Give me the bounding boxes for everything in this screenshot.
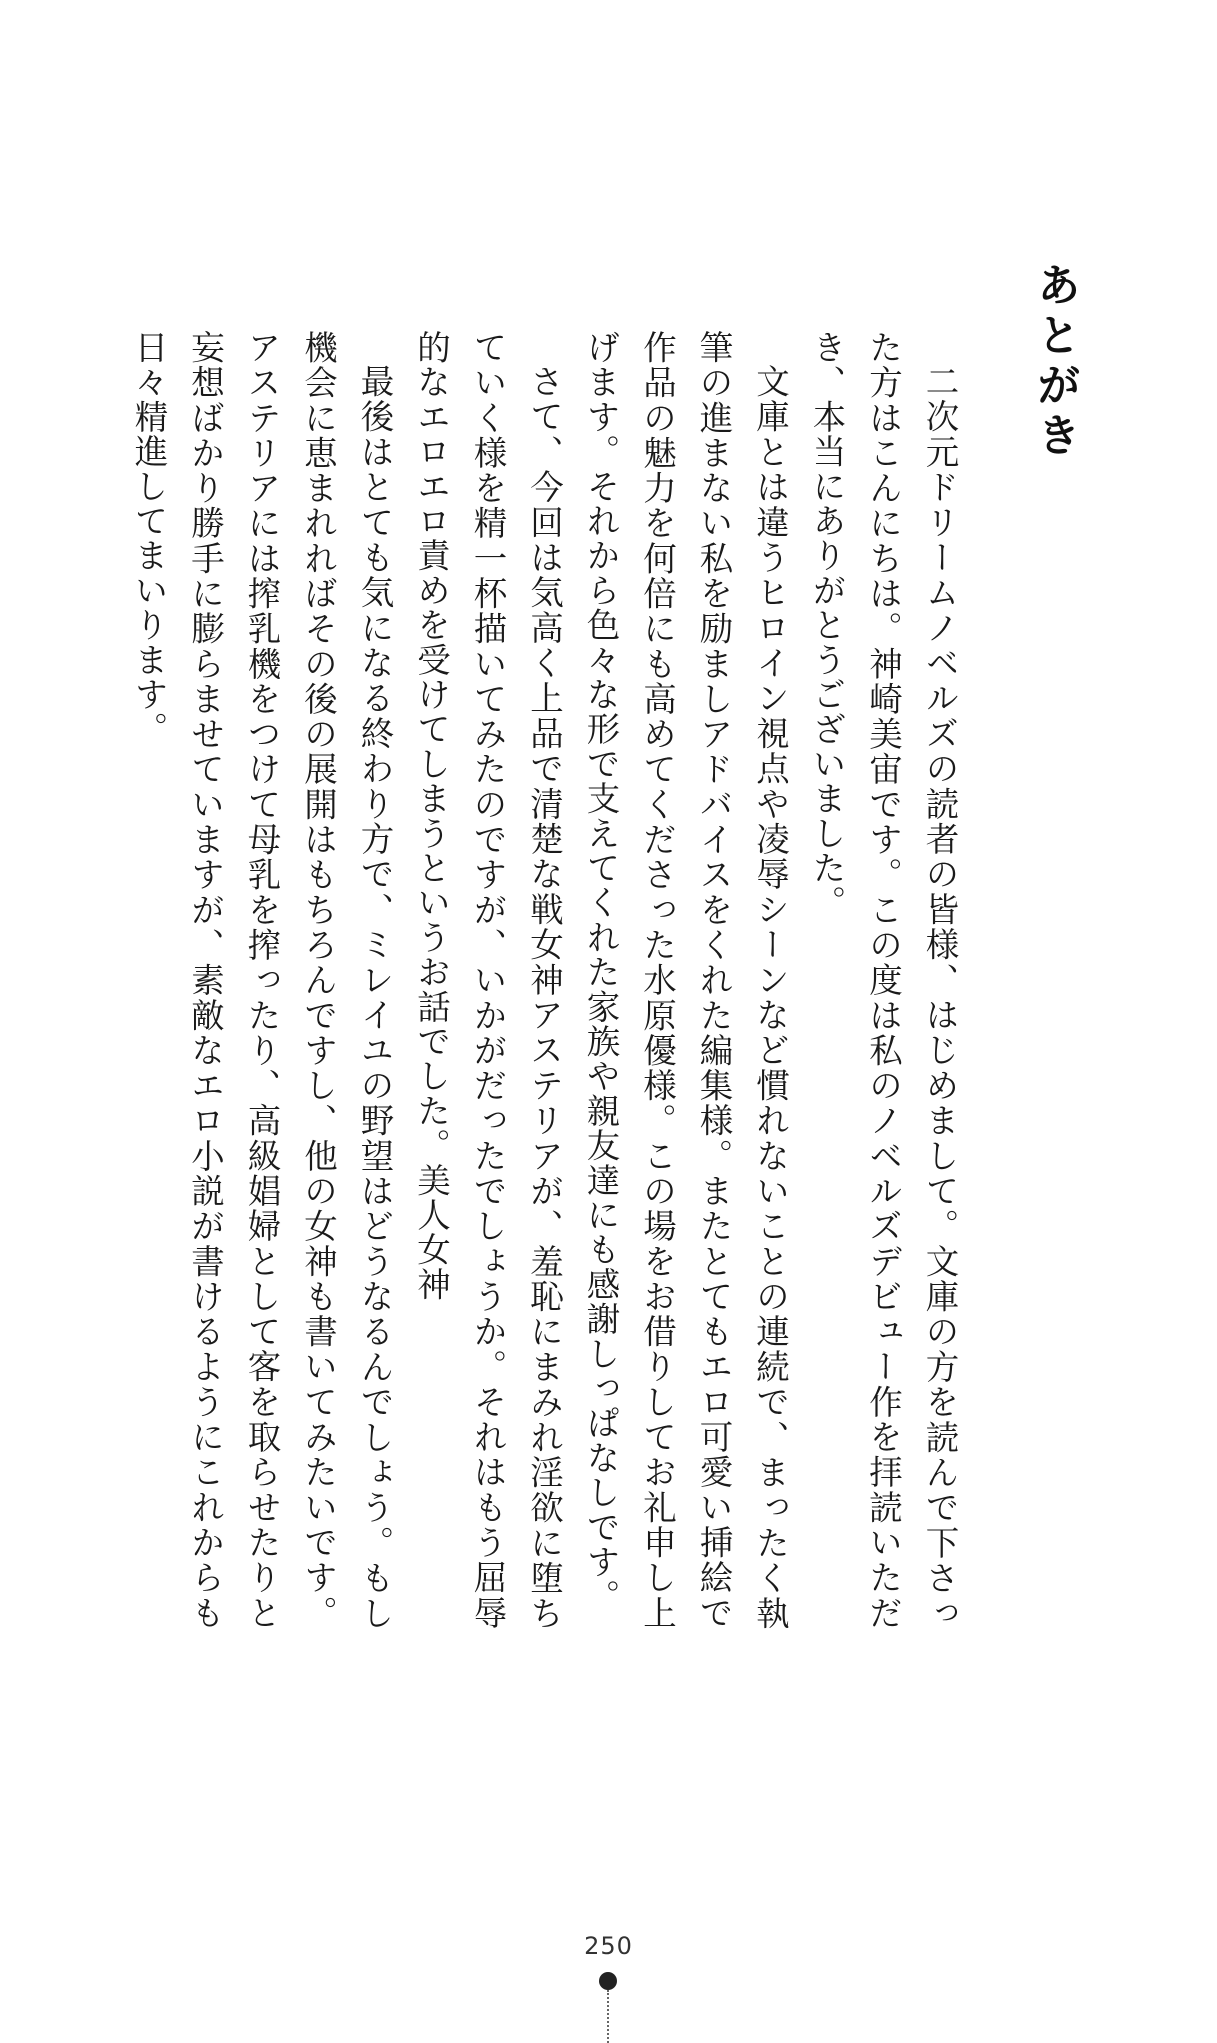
folio-dotted-line bbox=[607, 1990, 609, 2043]
paragraph-closing: 最後はとても気になる終わり方で、ミレイユの野望はどうなるんでしょう。もし機会に恵まれればその後の展開はもちろんですし、他の女神も書いてみたいです。アステリアには搾乳機をつけて母乳を搾ったり、高級娼婦として客を取らせたりと妄想ばかり勝手に膨らませていますが、素敵なエロ小説が書けるようにこれからも日々精進してまいります。 bbox=[129, 330, 394, 1630]
page-number: 250 bbox=[584, 1932, 633, 1960]
paragraph-intro: 二次元ドリームノベルズの読者の皆様、はじめまして。文庫の方を読んで下さった方はこんにちは。神崎美宙です。この度は私のノベルズデビュー作を拝読いただき、本当にありがとうございました。 bbox=[807, 330, 959, 1630]
folio-dot-ornament bbox=[599, 1972, 617, 1990]
paragraph-story: さて、今回は気高く上品で清楚な戦女神アステリアが、羞恥にまみれ淫欲に堕ちていく様を精一杯描いてみたのですが、いかがだったでしょうか。それはもう屈辱的なエロエロ責めを受けてしまうというお話でした。美人女神 bbox=[411, 330, 564, 1630]
afterword-body bbox=[129, 330, 967, 1630]
paragraph-thanks: 文庫とは違うヒロイン視点や凌辱シーンなど慣れないことの連続で、まったく執筆の進まない私を励ましアドバイスをくれた編集様。またとてもエロ可愛い挿絵で作品の魅力を何倍にも高めてくださった水原優様。この場をお借りしてお礼申し上げます。それから色々な形で支えてくれた家族や親友達にも感謝しっぱなしです。 bbox=[581, 330, 790, 1630]
chapter-title: あとがき bbox=[1029, 262, 1080, 462]
